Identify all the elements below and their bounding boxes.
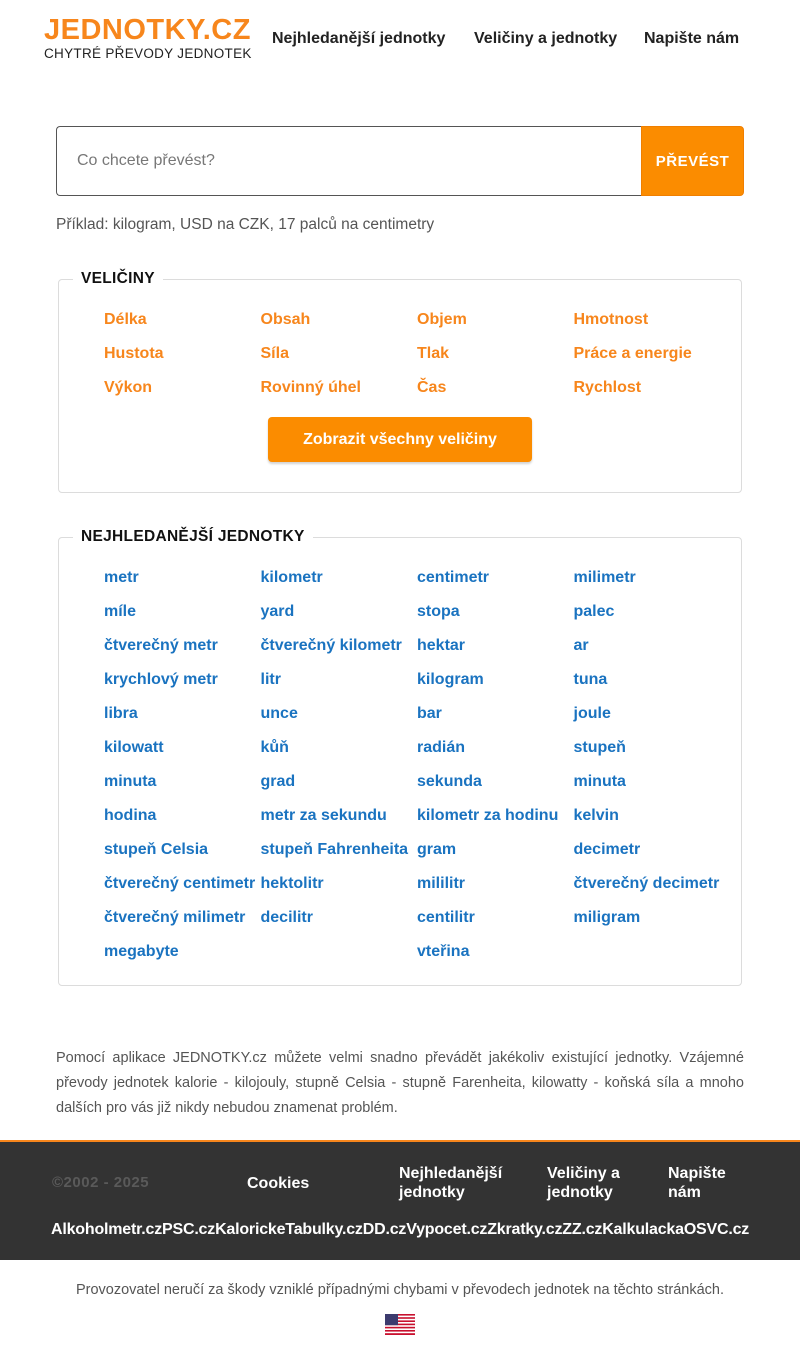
quantity-link[interactable]: Výkon [104, 379, 153, 396]
show-all-quantities-button[interactable]: Zobrazit všechny veličiny [268, 417, 532, 462]
nav-contact[interactable]: Napište nám [644, 30, 740, 47]
unit-link[interactable]: čtverečný kilometr [260, 637, 402, 654]
unit-link[interactable]: sekunda [417, 773, 482, 790]
unit-link[interactable]: čtverečný centimetr [104, 875, 256, 892]
unit-link[interactable]: decimetr [573, 841, 641, 858]
unit-link[interactable]: stupeň Fahrenheita [260, 841, 409, 858]
disclaimer: Provozovatel neručí za škody vzniklé případnými chybami v převodech jednotek na těchto stránkách. [75, 1282, 724, 1298]
unit-link[interactable]: bar [417, 705, 442, 722]
convert-button[interactable]: PŘEVÉST [641, 126, 744, 196]
unit-link[interactable]: ar [573, 637, 589, 654]
unit-link[interactable]: čtverečný metr [104, 637, 218, 654]
unit-link[interactable]: mililitr [417, 875, 466, 892]
footer-popular-units-link[interactable]: Nejhledanější jednotky [399, 1165, 503, 1201]
quantity-link[interactable]: Čas [417, 379, 447, 396]
unit-link[interactable]: čtverečný milimetr [104, 909, 246, 926]
copyright: ©2002 - 2025 [52, 1174, 150, 1191]
footer [0, 1140, 800, 1260]
footer-cookies-link[interactable]: Cookies [247, 1175, 310, 1192]
unit-link[interactable]: kilometr za hodinu [417, 807, 559, 824]
quantity-link[interactable]: Obsah [260, 311, 311, 328]
unit-link[interactable]: krychlový metr [104, 671, 218, 688]
partner-link[interactable]: DD.cz [362, 1221, 407, 1238]
about-text: Pomocí aplikace JEDNOTKY.cz můžete velmi snadno převádět jakékoliv existující jednotky. Vzájemné převody jednotek kalorie - kilojouly, stupně Celsia - stupně Farenheita, kilowatty - koňská síla a mnoho dalších pro vás již nikdy nebudou znamenat problém. [56, 1050, 744, 1116]
unit-link[interactable]: joule [573, 705, 611, 722]
logo-title: JEDNOTKY.CZ [44, 14, 251, 46]
unit-link[interactable]: kelvin [573, 807, 619, 824]
unit-link[interactable]: kilowatt [104, 739, 164, 756]
quantity-link[interactable]: Délka [104, 311, 147, 328]
nav-popular-units[interactable]: Nejhledanější jednotky [272, 30, 446, 47]
unit-link[interactable]: radián [417, 739, 466, 756]
unit-link[interactable]: megabyte [104, 943, 179, 960]
partner-links [51, 1221, 761, 1239]
unit-link [261, 941, 418, 975]
quantity-link[interactable]: Hmotnost [573, 311, 649, 328]
footer-quantities-link[interactable]: Veličiny a jednotky [547, 1165, 620, 1201]
unit-link[interactable]: milimetr [573, 569, 636, 586]
unit-link[interactable]: minuta [104, 773, 157, 790]
unit-link[interactable]: grad [260, 773, 296, 790]
unit-link[interactable]: vteřina [417, 943, 470, 960]
quantity-link[interactable]: Tlak [417, 345, 450, 362]
quantity-link[interactable]: Rovinný úhel [260, 379, 361, 396]
unit-link[interactable]: čtverečný decimetr [573, 875, 720, 892]
unit-link[interactable]: tuna [573, 671, 608, 688]
popular-units-grid [104, 567, 729, 975]
unit-link[interactable]: míle [104, 603, 137, 620]
unit-link[interactable]: metr za sekundu [260, 807, 387, 824]
unit-link[interactable]: stupeň Celsia [104, 841, 209, 858]
partner-link[interactable]: Alkoholmetr.cz [51, 1221, 163, 1238]
unit-link[interactable]: kůň [260, 739, 289, 756]
partner-link[interactable]: KalorickeTabulky.cz [215, 1221, 363, 1238]
unit-link[interactable]: unce [260, 705, 298, 722]
unit-link[interactable]: yard [260, 603, 295, 620]
quantity-link[interactable]: Objem [417, 311, 467, 328]
unit-link[interactable]: kilometr [260, 569, 323, 586]
quantity-link[interactable]: Rychlost [573, 379, 642, 396]
unit-link[interactable]: kilogram [417, 671, 484, 688]
unit-link[interactable]: hektar [417, 637, 466, 654]
logo[interactable] [44, 15, 252, 62]
unit-link[interactable]: palec [573, 603, 615, 620]
quantities-title: VELIČINY [73, 269, 163, 289]
unit-link[interactable]: centimetr [417, 569, 490, 586]
quantity-link[interactable]: Práce a energie [573, 345, 692, 362]
quantities-grid [104, 309, 729, 411]
popular-units-title: NEJHLEDANĚJŠÍ JEDNOTKY [73, 527, 313, 547]
partner-link[interactable]: PSC.cz [162, 1221, 216, 1238]
quantity-link[interactable]: Hustota [104, 345, 164, 362]
popular-units-box [58, 528, 742, 986]
partner-link[interactable]: Vypocet.cz [406, 1221, 488, 1238]
unit-link[interactable]: stopa [417, 603, 460, 620]
unit-link[interactable]: decilitr [260, 909, 313, 926]
logo-subtitle: CHYTRÉ PŘEVODY JEDNOTEK [44, 46, 252, 61]
unit-link[interactable]: miligram [573, 909, 641, 926]
us-flag-icon[interactable] [385, 1314, 415, 1335]
header [0, 0, 800, 80]
partner-link[interactable]: ZZ.cz [562, 1221, 603, 1238]
unit-link[interactable]: centilitr [417, 909, 475, 926]
unit-link[interactable]: hodina [104, 807, 157, 824]
search-input[interactable] [56, 126, 641, 196]
unit-link[interactable]: hektolitr [260, 875, 324, 892]
unit-link[interactable]: minuta [573, 773, 626, 790]
footer-contact-link[interactable]: Napište nám [668, 1165, 726, 1201]
quantities-box [58, 270, 742, 493]
quantity-link[interactable]: Síla [260, 345, 289, 362]
partner-link[interactable]: Zkratky.cz [487, 1221, 563, 1238]
search-bar [56, 126, 744, 196]
unit-link[interactable]: gram [417, 841, 457, 858]
partner-link[interactable]: KalkulackaOSVC.cz [602, 1221, 750, 1238]
unit-link [574, 941, 731, 975]
nav-quantities-units[interactable]: Veličiny a jednotky [474, 30, 618, 47]
unit-link[interactable]: metr [104, 569, 139, 586]
unit-link[interactable]: litr [260, 671, 281, 688]
unit-link[interactable]: stupeň [573, 739, 626, 756]
search-example: Příklad: kilogram, USD na CZK, 17 palců na centimetry [56, 216, 435, 233]
unit-link[interactable]: libra [104, 705, 138, 722]
